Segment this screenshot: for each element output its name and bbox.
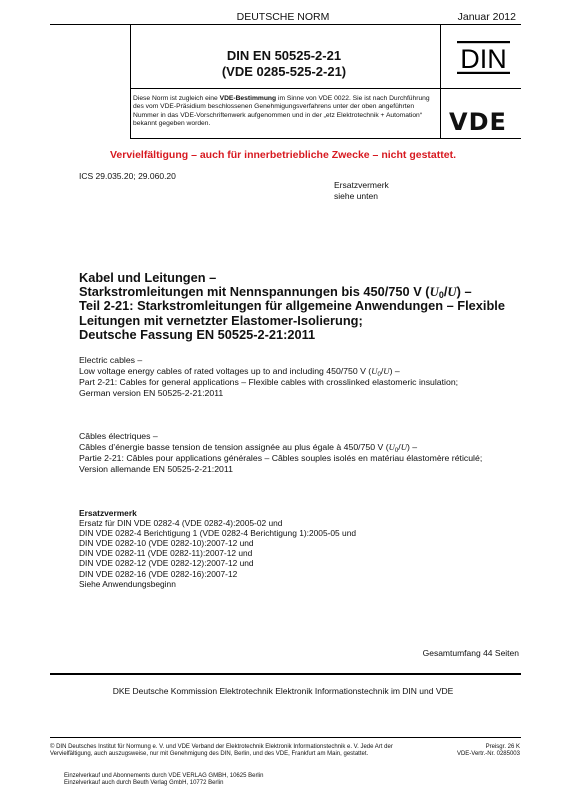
din-logo-text: DIN	[460, 44, 507, 74]
vde-note-prefix: Diese Norm ist zugleich eine	[133, 95, 220, 102]
standard-number-vde: (VDE 0285-525-2-21)	[221, 64, 347, 79]
title-de-line2: Starkstromleitungen mit Nennspannungen bis 450/750 V $(U_0/U)$ –	[79, 284, 472, 301]
vde-determination-note	[133, 95, 436, 128]
replacement-line: DIN VDE 0282-11 (VDE 0282-11):2007-12 und	[79, 548, 253, 559]
header-right-rule	[440, 24, 441, 138]
note-bottom-rule	[130, 138, 521, 139]
standard-number	[130, 48, 438, 80]
title-english	[79, 355, 519, 399]
copy-warning: Vervielfältigung – auch für innerbetriebliche Zwecke – nicht gestattet.	[109, 149, 456, 161]
replacement-reference-line2: siehe unten	[334, 191, 378, 201]
vde-note-suffix: im Sinne von VDE 0022. Sie ist nach Durchführung des vom VDE-Präsidium beschlossenen Genehmigungsverfahrens unter der oben angeführten Nummer in das VDE-Vorschriftenwerk aufgenommen und in der „etz Elektrotechnik + Automation“ bekannt gegeben worden.	[133, 95, 430, 127]
price-group: Preisgr. 26 K	[485, 744, 520, 750]
title-de-line1: Kabel und Leitungen –	[79, 270, 217, 285]
replacement-notice	[79, 508, 519, 589]
dke-top-rule	[50, 673, 521, 675]
title-en-line3: Part 2-21: Cables for general applications – Flexible cables with crosslinked elastomeric insulation;	[79, 376, 459, 387]
issue-date: Januar 2012	[457, 11, 516, 23]
top-rule	[50, 24, 521, 25]
replacement-line: Siehe Anwendungsbeginn	[79, 578, 176, 589]
vde-contract-number: VDE-Vertr.-Nr. 0285003	[456, 751, 520, 758]
header-left-rule	[130, 24, 131, 138]
replacement-line: DIN VDE 0282-12 (VDE 0282-12):2007-12 und	[79, 558, 254, 569]
ics-code: ICS 29.035.20; 29.060.20	[79, 171, 176, 181]
title-fr-line2: Câbles d’énergie basse tension de tension assignée au plus égale à 450/750 V $(U_0/U)$ –	[79, 441, 418, 454]
sales-line2: Einzelverkauf auch durch Beuth Verlag GmbH, 10772 Berlin	[64, 780, 224, 787]
title-de-line4: Deutsche Fassung EN 50525-2-21:2011	[79, 326, 316, 342]
replacement-line: Ersatz für DIN VDE 0282-4 (VDE 0282-4):2005-02 und	[79, 518, 283, 529]
replacement-line: DIN VDE 0282-4 Berichtigung 1 (VDE 0282-4 Berichtigung 1):2005-05 und	[79, 528, 357, 539]
total-pages: Gesamtumfang 44 Seiten	[422, 648, 519, 658]
vde-note-bold: VDE-Bestimmung	[219, 95, 277, 102]
title-en-line2: Low voltage energy cables of rated voltages up to and including 450/750 V $(U_0/U)$ –	[79, 365, 400, 378]
standard-number-din: DIN EN 50525-2-21	[226, 48, 342, 63]
title-german	[79, 271, 519, 342]
title-fr-line1: Câbles électriques –	[79, 431, 158, 441]
vde-logo: VDE	[449, 108, 507, 136]
title-en-line4: German version EN 50525-2-21:2011	[79, 387, 224, 398]
din-logo	[457, 41, 510, 74]
replacement-line: DIN VDE 0282-16 (VDE 0282-16):2007-12	[79, 568, 238, 579]
replacement-reference-line1: Ersatzvermerk	[334, 180, 389, 190]
footer-top-rule	[50, 737, 521, 738]
title-french	[79, 431, 519, 475]
price-info	[457, 744, 520, 758]
title-fr-line4: Version allemande EN 50525-2-21:2011	[79, 463, 233, 474]
title-fr-line3: Partie 2-21: Câbles pour applications générales – Câbles souples isolés en matériau élastomère réticulé;	[79, 452, 483, 463]
replacement-line: DIN VDE 0282-10 (VDE 0282-10):2007-12 und	[79, 538, 254, 549]
copyright-notice: © DIN Deutsches Institut für Normung e. V. und VDE Verband der Elektrotechnik Elektronik Informationstechnik e. V. Jede Art der Vervielfältigung, auch auszugsweise, nur mit Genehmigung des DIN, Berlin, und des VDE, Frankfurt am Main, gestattet.	[50, 744, 393, 758]
sales-info	[64, 773, 263, 787]
sales-line1: Einzelverkauf und Abonnements durch VDE VERLAG GMBH, 10625 Berlin	[64, 773, 264, 779]
norm-type: DEUTSCHE NORM	[236, 11, 330, 23]
replacement-heading: Ersatzvermerk	[79, 508, 137, 518]
title-en-line1: Electric cables –	[79, 355, 143, 365]
header-bottom-rule	[130, 88, 521, 89]
title-de-line3: Teil 2-21: Starkstromleitungen für allgemeine Anwendungen – Flexible Leitungen mit vernetzter Elastomer-Isolierung;	[79, 298, 505, 328]
replacement-reference	[334, 180, 389, 202]
dke-line: DKE Deutsche Kommission Elektrotechnik Elektronik Informationstechnik im DIN und VDE	[112, 686, 454, 696]
